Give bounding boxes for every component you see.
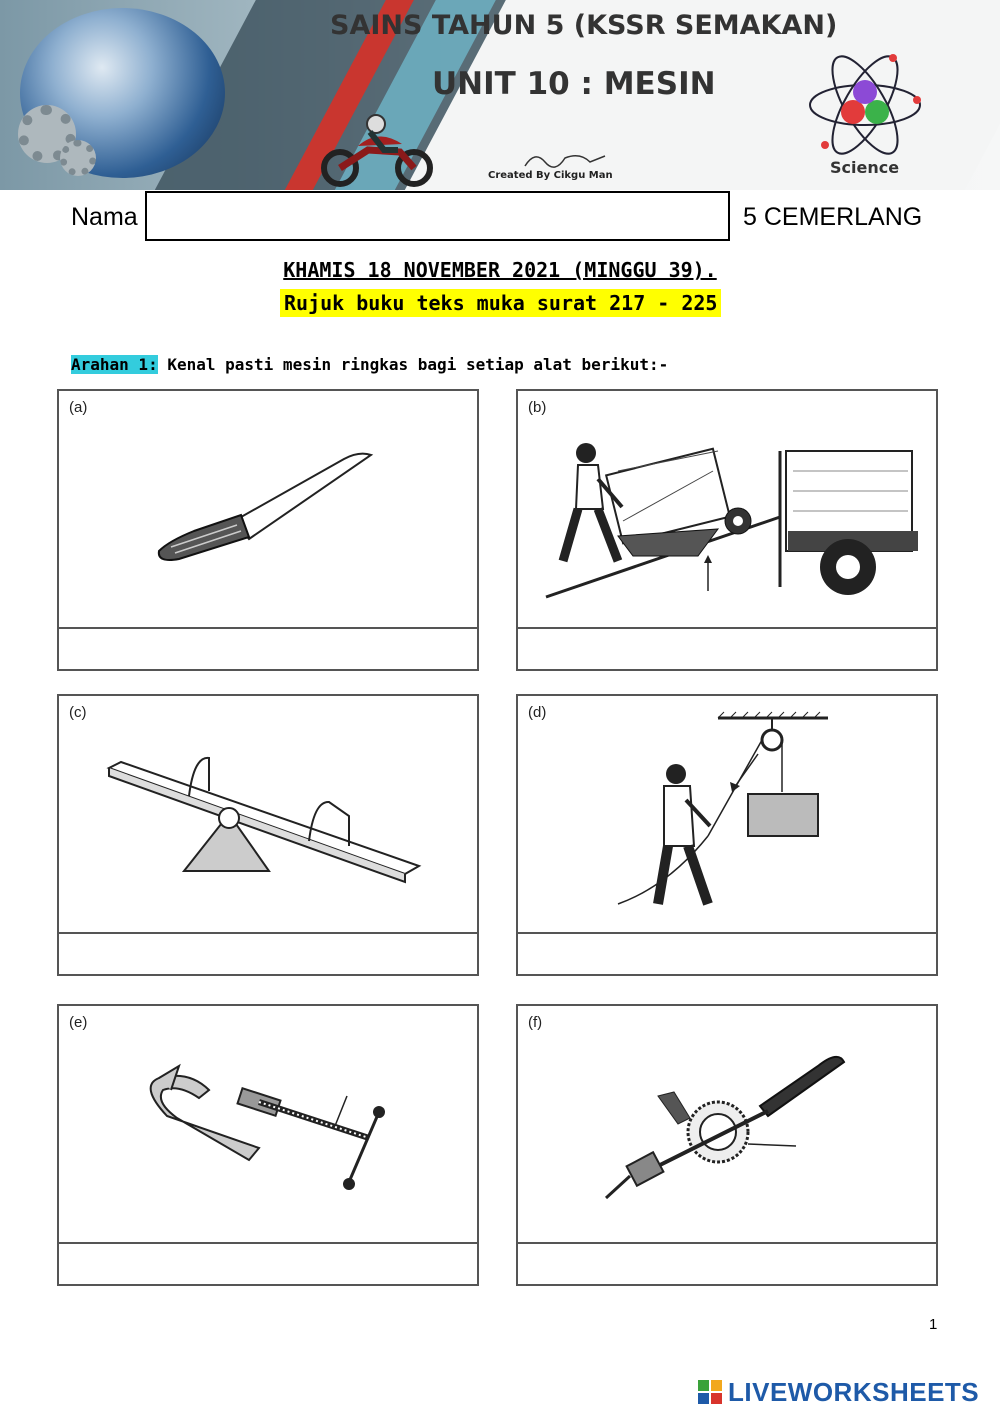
panel-label: (b): [528, 399, 547, 416]
banner-credit: Created By Cikgu Man: [488, 170, 613, 181]
wheelbarrow-ramp-illustration: [518, 391, 938, 629]
question-panel-e: [57, 1004, 479, 1286]
date-heading: KHAMIS 18 NOVEMBER 2021 (MINGGU 39).: [283, 258, 717, 282]
answer-box-b[interactable]: [518, 627, 936, 669]
answer-box-a[interactable]: [59, 627, 477, 669]
panel-label: (d): [528, 704, 547, 721]
answer-box-c[interactable]: [59, 932, 477, 974]
liveworksheets-logo[interactable]: [698, 1377, 979, 1408]
instruction: [71, 355, 668, 374]
page-number: 1: [929, 1316, 938, 1333]
science-label: Science: [830, 158, 900, 177]
panel-label: (c): [69, 704, 87, 721]
answer-box-e[interactable]: [59, 1242, 477, 1284]
question-panel-b: [516, 389, 938, 671]
signature-icon: [520, 148, 610, 172]
hand-drill-illustration: [518, 1006, 938, 1246]
instruction-text: Kenal pasti mesin ringkas bagi setiap alat berikut:-: [157, 355, 669, 374]
answer-box-f[interactable]: [518, 1242, 936, 1284]
class-label: 5 CEMERLANG: [743, 203, 923, 231]
atom-icon: [805, 50, 925, 160]
question-panel-a: [57, 389, 479, 671]
motorcycle-icon: [318, 110, 438, 188]
header-banner: [0, 0, 1000, 190]
knife-illustration: [59, 391, 479, 629]
name-label: Nama: [71, 203, 138, 231]
liveworksheets-icon: [698, 1380, 724, 1406]
banner-unit-title: UNIT 10 : MESIN: [432, 66, 716, 102]
answer-box-d[interactable]: [518, 932, 936, 974]
question-panel-d: [516, 694, 938, 976]
gear-icon: [60, 140, 96, 176]
panel-label: (a): [69, 399, 88, 416]
panel-label: (e): [69, 1014, 88, 1031]
seesaw-illustration: [59, 696, 479, 936]
banner-title: SAINS TAHUN 5 (KSSR SEMAKAN): [330, 10, 838, 41]
textbook-reference: Rujuk buku teks muka surat 217 - 225: [280, 289, 721, 317]
name-input[interactable]: [145, 191, 730, 241]
liveworksheets-text: LIVEWORKSHEETS: [728, 1377, 980, 1407]
pulley-illustration: [518, 696, 938, 936]
g-clamp-illustration: [59, 1006, 479, 1246]
question-panel-f: [516, 1004, 938, 1286]
question-panel-c: [57, 694, 479, 976]
instruction-tag: Arahan 1:: [71, 355, 158, 374]
panel-label: (f): [528, 1014, 543, 1031]
